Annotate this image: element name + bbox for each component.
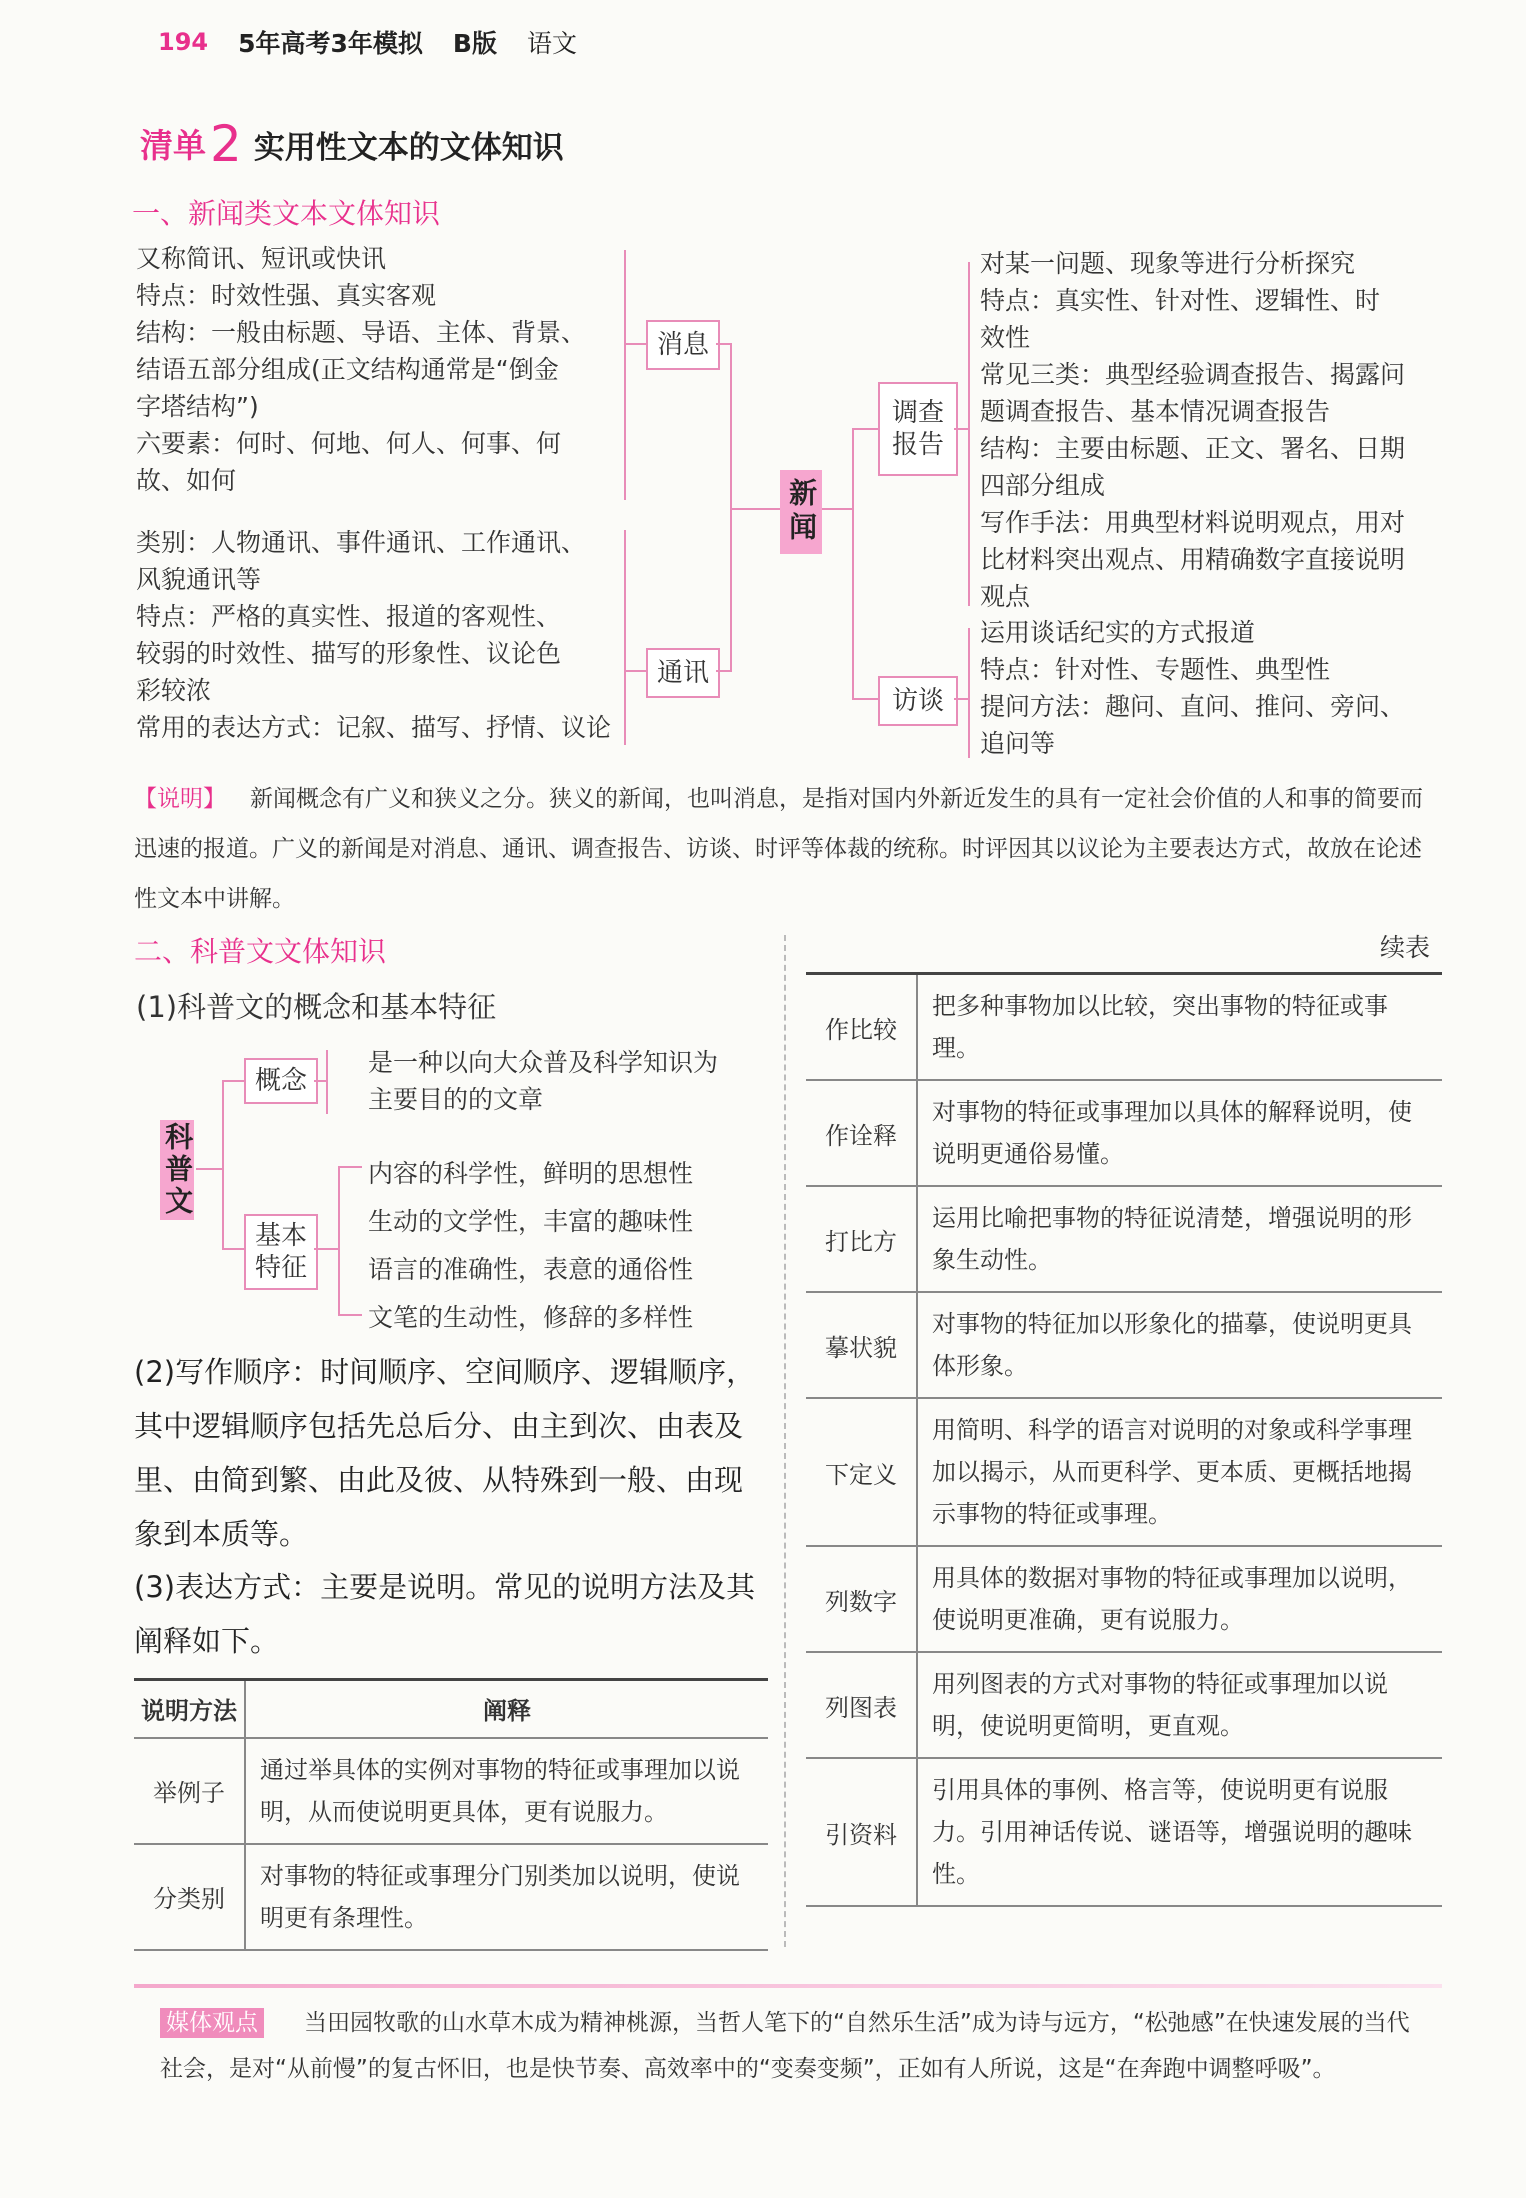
methods-table [134, 1678, 768, 1951]
connector [314, 1080, 326, 1082]
list-prefix: 清单 [140, 126, 206, 165]
desc-cell: 把多种事物加以比较，突出事物的特征或事理。 [917, 974, 1442, 1081]
connector [954, 698, 968, 700]
diaocha-line: 效性 [980, 323, 1031, 352]
method-cell: 作诠释 [806, 1080, 917, 1186]
xiaoxi-line: 字塔结构”) [136, 392, 259, 421]
tongxun-line: 较弱的时效性、描写的形象性、议论色 [136, 639, 562, 668]
tongxun-bracket [624, 530, 626, 745]
method-cell: 列数字 [806, 1546, 917, 1652]
fangtan-line: 提问方法：趣问、直问、推问、旁问、 [980, 692, 1406, 721]
desc-cell: 对事物的特征加以形象化的描摹，使说明更具体形象。 [917, 1292, 1442, 1398]
fangtan-node: 访谈 [878, 676, 958, 726]
continued-label: 续表 [1380, 933, 1431, 962]
desc-cell: 对事物的特征或事理分门别类加以说明，使说明更有条理性。 [245, 1844, 768, 1950]
diaocha-line: 比材料突出观点、用精确数字直接说明 [980, 545, 1406, 574]
header-desc: 阐释 [245, 1680, 768, 1738]
connector [852, 428, 878, 430]
diaocha-line: 特点：真实性、针对性、逻辑性、时 [980, 286, 1381, 315]
column-divider [784, 935, 786, 1947]
connector [222, 1248, 244, 1250]
fangtan-details [980, 614, 1405, 762]
table-header-row [134, 1680, 768, 1738]
continued-table [806, 972, 1442, 1907]
list-title-text: 实用性文本的文体知识 [253, 130, 564, 166]
writing-order-paragraph: (2)写作顺序：时间顺序、空间顺序、逻辑顺序，其中逻辑顺序包括先总后分、由主到次、由表及里、由简到繁、由此及彼、从特殊到一般、由现象到本质等。 [134, 1355, 756, 1551]
connector [852, 428, 854, 700]
xiaoxi-line: 结语五部分组成(正文结构通常是“倒金 [136, 355, 559, 384]
media-viewpoint [160, 2000, 1426, 2092]
desc-cell: 用简明、科学的语言对说明的对象或科学事理加以揭示，从而更科学、更本质、更概括地揭示事物的特征或事理。 [917, 1398, 1442, 1546]
diaocha-node [878, 382, 958, 476]
diaocha-line: 题调查报告、基本情况调查报告 [980, 397, 1331, 426]
method-cell: 摹状貌 [806, 1292, 917, 1398]
diaocha-line: 结构：主要由标题、正文、署名、日期 [980, 434, 1406, 463]
method-cell: 作比较 [806, 974, 917, 1081]
connector [716, 670, 730, 672]
header-method: 说明方法 [134, 1680, 245, 1738]
concept-line: 是一种以向大众普及科学知识为 [368, 1048, 719, 1077]
method-cell: 引资料 [806, 1758, 917, 1906]
list-title [140, 115, 564, 173]
book-title: 5年高考3年模拟 [238, 29, 423, 58]
concept-bracket [326, 1050, 328, 1114]
connector [196, 1168, 222, 1170]
xiaoxi-line: 故、如何 [136, 466, 237, 495]
method-cell: 打比方 [806, 1186, 917, 1292]
desc-cell: 用列图表的方式对事物的特征或事理加以说明，使说明更简明，更直观。 [917, 1652, 1442, 1758]
tongxun-line: 特点：严格的真实性、报道的客观性、 [136, 602, 562, 631]
connector [338, 1166, 362, 1168]
method-cell: 列图表 [806, 1652, 917, 1758]
desc-cell: 对事物的特征或事理加以具体的解释说明，使说明更通俗易懂。 [917, 1080, 1442, 1186]
desc-cell: 用具体的数据对事物的特征或事理加以说明，使说明更准确，更有说服力。 [917, 1546, 1442, 1652]
table-row [806, 1080, 1442, 1186]
section1-heading: 一、新闻类文本文体知识 [132, 197, 441, 230]
kepuwen-root-node: 科普文 [161, 1122, 195, 1218]
subject: 语文 [526, 29, 577, 58]
tongxun-line: 风貌通讯等 [136, 565, 262, 594]
connector [954, 428, 968, 430]
diaocha-label: 调查报告 [891, 397, 944, 460]
note-label: 【说明】 [134, 786, 226, 812]
diaocha-line: 四部分组成 [980, 471, 1106, 500]
table-row [806, 1292, 1442, 1398]
media-tag: 媒体观点 [160, 2008, 264, 2038]
tongxun-line: 彩较浓 [136, 676, 212, 705]
feature-item: 内容的科学性，鲜明的思想性 [368, 1159, 694, 1188]
connector [852, 698, 878, 700]
connector [338, 1314, 362, 1316]
diaocha-details [980, 245, 1405, 615]
feature-label: 基本特征 [254, 1220, 307, 1283]
diaocha-bracket [968, 262, 970, 606]
connector [822, 508, 852, 510]
table-row [806, 974, 1442, 1081]
news-note [134, 774, 1434, 924]
tongxun-line: 类别：人物通讯、事件通讯、工作通讯、 [136, 528, 587, 557]
expression-paragraph: (3)表达方式：主要是说明。常见的说明方法及其阐释如下。 [134, 1570, 756, 1658]
media-text: 当田园牧歌的山水草木成为精神桃源，当哲人笔下的“自然乐生活”成为诗与远方，“松弛感”在快速发展的当代社会，是对“从前慢”的复古怀旧，也是快节奏、高效率中的“变奏变频”，正如有人所说，这是“在奔跑中调整呼吸”。 [160, 2010, 1410, 2082]
feature-item: 文笔的生动性，修辞的多样性 [368, 1303, 694, 1332]
xiaoxi-line: 特点：时效性强、真实客观 [136, 281, 437, 310]
connector [730, 508, 780, 510]
xiaoxi-node: 消息 [646, 320, 720, 370]
features-list [368, 1150, 693, 1342]
connector [314, 1248, 338, 1250]
desc-cell: 通过举具体的实例对事物的特征或事理加以说明，从而使说明更具体，更有说服力。 [245, 1738, 768, 1844]
section2-sub1: (1)科普文的概念和基本特征 [136, 990, 497, 1024]
concept-node: 概念 [244, 1058, 318, 1104]
diaocha-line: 对某一问题、现象等进行分析探究 [980, 249, 1356, 278]
method-cell: 下定义 [806, 1398, 917, 1546]
xiaoxi-bracket [624, 250, 626, 500]
desc-cell: 运用比喻把事物的特征说清楚，增强说明的形象生动性。 [917, 1186, 1442, 1292]
connector [222, 1080, 224, 1248]
feature-item: 语言的准确性，表意的通俗性 [368, 1255, 694, 1284]
method-cell: 举例子 [134, 1738, 245, 1844]
xiaoxi-line: 结构：一般由标题、导语、主体、背景、 [136, 318, 587, 347]
method-cell: 分类别 [134, 1844, 245, 1950]
table-row [806, 1546, 1442, 1652]
fangtan-bracket [968, 628, 970, 758]
note-text: 新闻概念有广义和狭义之分。狭义的新闻，也叫消息，是指对国内外新近发生的具有一定社会价值的人和事的简要而迅速的报道。广义的新闻是对消息、通讯、调查报告、访谈、时评等体裁的统称。时评因其以议论为主要表达方式，故放在论述性文本中讲解。 [134, 786, 1423, 912]
connector [716, 343, 730, 345]
page-header [158, 22, 577, 62]
fangtan-line: 追问等 [980, 729, 1056, 758]
table-row [806, 1652, 1442, 1758]
footer-divider [134, 1984, 1442, 1988]
fangtan-line: 特点：针对性、专题性、典型性 [980, 655, 1331, 684]
feature-node [244, 1214, 318, 1290]
list-number: 2 [210, 115, 242, 173]
fangtan-line: 运用谈话纪实的方式报道 [980, 618, 1256, 647]
news-center-node: 新闻 [780, 470, 822, 554]
features-bracket [338, 1166, 340, 1316]
xiaoxi-line: 又称简讯、短讯或快讯 [136, 244, 387, 273]
diaocha-line: 写作手法：用典型材料说明观点，用对 [980, 508, 1406, 537]
connector [624, 670, 646, 672]
concept-text [368, 1044, 718, 1118]
table-row [806, 1186, 1442, 1292]
diaocha-line: 常见三类：典型经验调查报告、揭露问 [980, 360, 1406, 389]
table-row [806, 1758, 1442, 1906]
tongxun-node: 通讯 [646, 648, 720, 698]
connector [624, 343, 646, 345]
feature-item: 生动的文学性，丰富的趣味性 [368, 1207, 694, 1236]
diaocha-line: 观点 [980, 582, 1031, 611]
desc-cell: 引用具体的事例、格言等，使说明更有说服力。引用神话传说、谜语等，增强说明的趣味性。 [917, 1758, 1442, 1906]
table-row [134, 1738, 768, 1844]
edition: B版 [452, 29, 497, 58]
section2-heading: 二、科普文文体知识 [134, 935, 387, 968]
tongxun-line: 常用的表达方式：记叙、描写、抒情、议论 [136, 713, 612, 742]
xiaoxi-details [136, 240, 586, 499]
table-row [806, 1398, 1442, 1546]
concept-line: 主要目的的文章 [368, 1085, 544, 1114]
connector [222, 1080, 244, 1082]
page-number: 194 [158, 28, 209, 56]
table-row [134, 1844, 768, 1950]
xiaoxi-line: 六要素：何时、何地、何人、何事、何 [136, 429, 562, 458]
tongxun-details [136, 524, 611, 746]
